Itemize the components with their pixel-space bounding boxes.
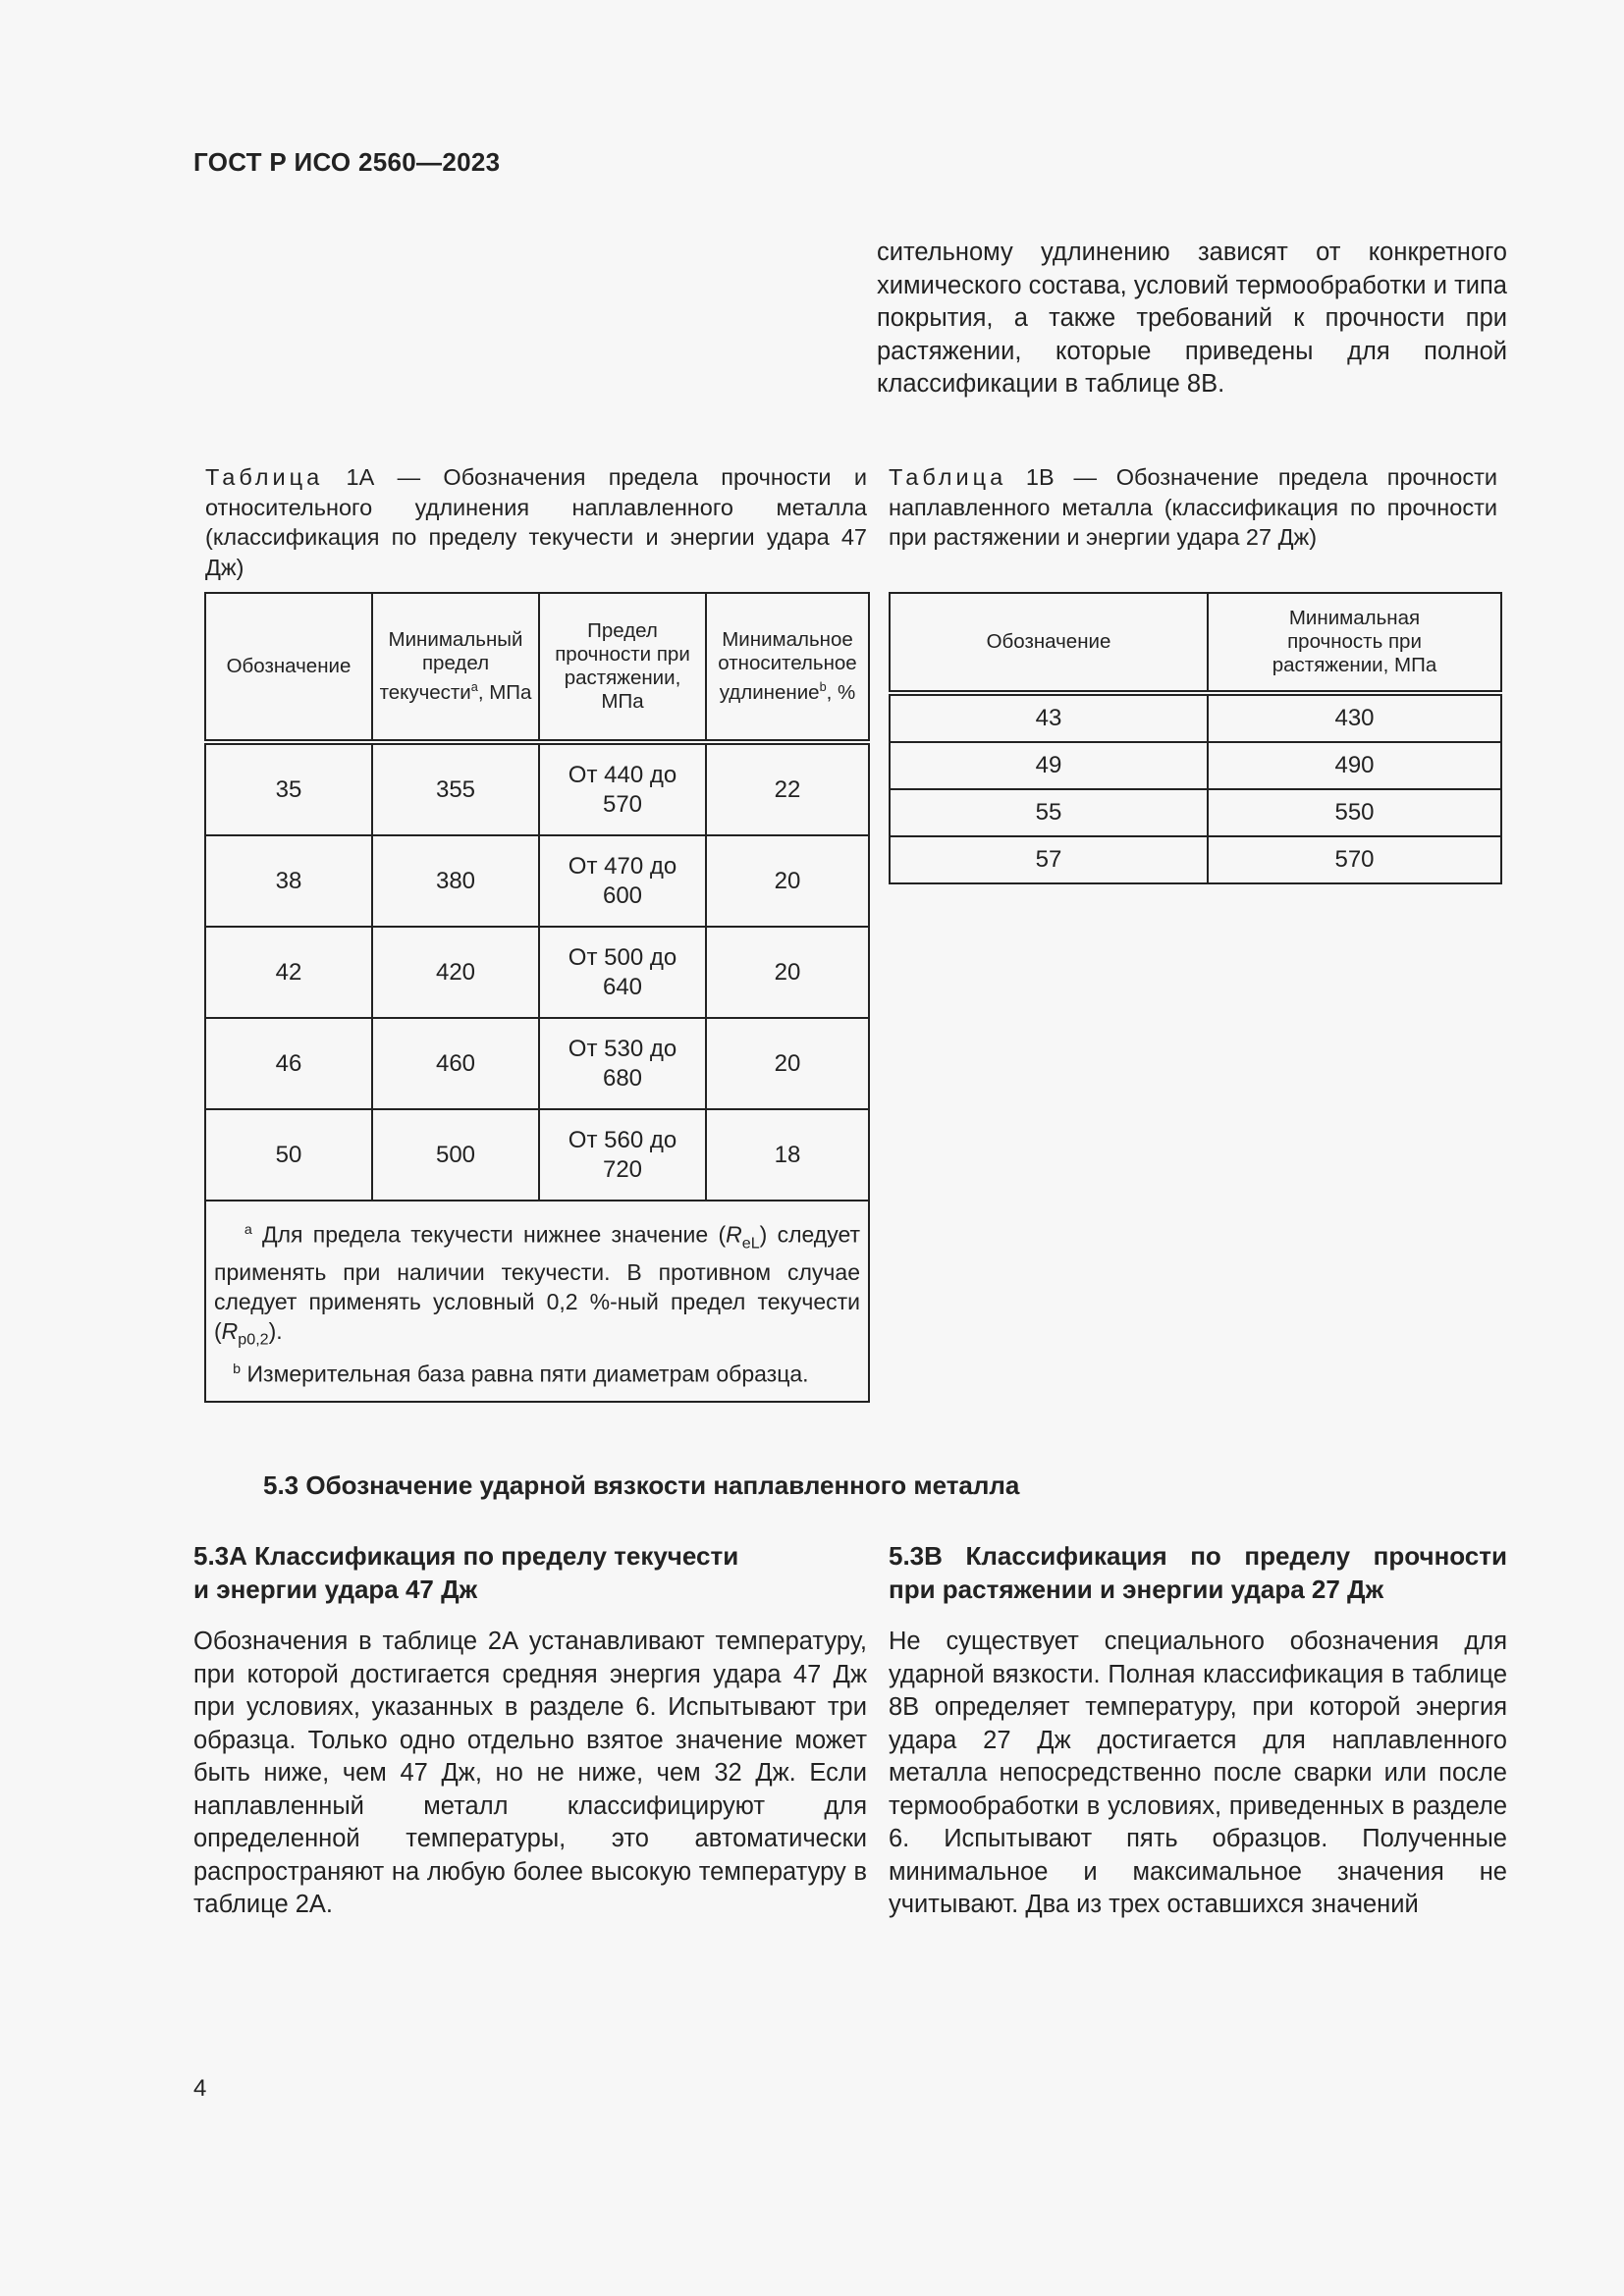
cell: 18	[706, 1109, 869, 1201]
table-row	[890, 836, 1501, 883]
col-header-yield	[372, 593, 539, 742]
col-header-elongation	[706, 593, 869, 742]
subsection-5-3b-line1: 5.3В Классификация по пределу прочности	[889, 1541, 1507, 1571]
cell: 38	[205, 835, 372, 927]
cell: 22	[706, 742, 869, 835]
cell: 570	[1208, 836, 1501, 883]
note-a-subscript2: p0,2	[238, 1330, 269, 1349]
table-notes	[205, 1201, 869, 1402]
paragraph-5-3a: Обозначения в таблице 2А устанавливают температуру, при которой достигается средняя энергия удара 47 Дж при условиях, указанных в разделе 6. Испытывают три образца. Только одно отдельно взятое значение может быть ниже, чем 47 Дж, но не ниже, чем 32 Дж. Если наплавленный металл классифицируют для определенной температуры, это автоматически распространяют на любую более высокую температуру в таблице 2А.	[193, 1628, 867, 1918]
subsection-5-3a-line2: и энергии удара 47 Дж	[193, 1575, 478, 1604]
subsection-5-3b-heading	[889, 1539, 1507, 1606]
cell: От 530 до 680	[539, 1018, 706, 1109]
cell: 49	[890, 742, 1208, 789]
table-1a-caption-text: 1А — Обозначения предела прочности и относительного удлинения наплавленного металла (классификация по пределу текучести и энергии удара 47 Дж)	[205, 464, 867, 580]
yield-header-unit: , МПа	[477, 680, 532, 704]
cell: 46	[205, 1018, 372, 1109]
paragraph-5-3b: Не существует специального обозначения для ударной вязкости. Полная классификация в таблице 8B определяет температуру, при которой энергия удара 27 Дж достигается для наплавленного металла непосредственно после сварки или после термообработки в условиях, приведенных в разделе 6. Испытывают пять образцов. Полученные минимальное и максимальное значения не учитывают. Два из трех оставшихся значений	[889, 1628, 1507, 1918]
table-1b-caption	[889, 462, 1497, 553]
page-number: 4	[193, 2075, 207, 2102]
note-a-subscript1: eL	[741, 1234, 760, 1253]
cell: 35	[205, 742, 372, 835]
elong-header-text: Минимальное относительное удлинение	[718, 628, 857, 704]
note-b-text: Измерительная база равна пяти диаметрам образца.	[241, 1361, 809, 1387]
table-row	[890, 693, 1501, 742]
cell: 20	[706, 835, 869, 927]
table-notes-row	[205, 1201, 869, 1402]
note-a-text2: ) следует применять при наличии текучести. В противном случае следует применять условный 0,2 %-ный предел текучести (	[214, 1221, 861, 1345]
table-row	[205, 1018, 869, 1109]
note-a-text3: ).	[268, 1318, 283, 1345]
subsection-5-3a-heading	[193, 1539, 867, 1606]
cell: 460	[372, 1018, 539, 1109]
table-1a-caption	[205, 462, 867, 582]
col-header-strength: Минимальная прочность при растяжении, МПа	[1208, 593, 1501, 693]
table-header-row	[205, 593, 869, 742]
table-row	[205, 742, 869, 835]
cell: 20	[706, 927, 869, 1018]
subsection-5-3b-line2: при растяжении и энергии удара 27 Дж	[889, 1575, 1384, 1604]
table-row	[205, 835, 869, 927]
table-1b	[889, 592, 1502, 884]
cell: От 440 до 570	[539, 742, 706, 835]
intro-paragraph-right: сительному удлинению зависят от конкретного химического состава, условий термообработки и типа покрытия, а также требований к прочности при растяжении, которые приведены для полной классификации в таблице 8B.	[877, 239, 1507, 398]
cell: 55	[890, 789, 1208, 836]
table-row	[890, 742, 1501, 789]
subsection-5-3a-line1: 5.3А Классификация по пределу текучести	[193, 1541, 739, 1571]
table-1a	[204, 592, 870, 1403]
col-header-designation: Обозначение	[205, 593, 372, 742]
table-1b-caption-prefix: Таблица	[889, 464, 1007, 490]
table-row	[205, 927, 869, 1018]
cell: 490	[1208, 742, 1501, 789]
cell: 20	[706, 1018, 869, 1109]
table-row	[205, 1109, 869, 1201]
cell: 57	[890, 836, 1208, 883]
cell: 355	[372, 742, 539, 835]
note-b	[214, 1355, 860, 1389]
cell: 420	[372, 927, 539, 1018]
cell: От 500 до 640	[539, 927, 706, 1018]
note-a-mark: a	[244, 1222, 252, 1238]
cell: 380	[372, 835, 539, 927]
footnote-mark-a: a	[470, 679, 478, 695]
cell: 430	[1208, 693, 1501, 742]
note-a	[214, 1215, 860, 1355]
table-1b-caption-text: 1В — Обозначение предела прочности наплавленного металла (классификация по прочности при растяжении и энергии удара 27 Дж)	[889, 464, 1497, 550]
note-a-symbol2: R	[221, 1318, 239, 1345]
cell: 43	[890, 693, 1208, 742]
cell: 550	[1208, 789, 1501, 836]
section-5-3-heading: 5.3 Обозначение ударной вязкости наплавленного металла	[263, 1470, 1020, 1500]
col-header-designation: Обозначение	[890, 593, 1208, 693]
cell: 42	[205, 927, 372, 1018]
note-b-mark: b	[233, 1361, 242, 1377]
document-header: ГОСТ Р ИСО 2560—2023	[193, 147, 501, 177]
cell: От 470 до 600	[539, 835, 706, 927]
cell: От 560 до 720	[539, 1109, 706, 1201]
table-row	[890, 789, 1501, 836]
note-a-symbol1: R	[726, 1221, 742, 1248]
note-a-text1: Для предела текучести нижнее значение (	[251, 1221, 727, 1248]
cell: 50	[205, 1109, 372, 1201]
elong-header-unit: , %	[826, 680, 856, 704]
table-header-row	[890, 593, 1501, 693]
table-1a-caption-prefix: Таблица	[205, 464, 324, 490]
col-header-tensile: Предел прочности при растяжении, МПа	[539, 593, 706, 742]
cell: 500	[372, 1109, 539, 1201]
footnote-mark-b: b	[819, 679, 827, 695]
yield-header-text: Минимальный предел текучести	[379, 628, 523, 704]
